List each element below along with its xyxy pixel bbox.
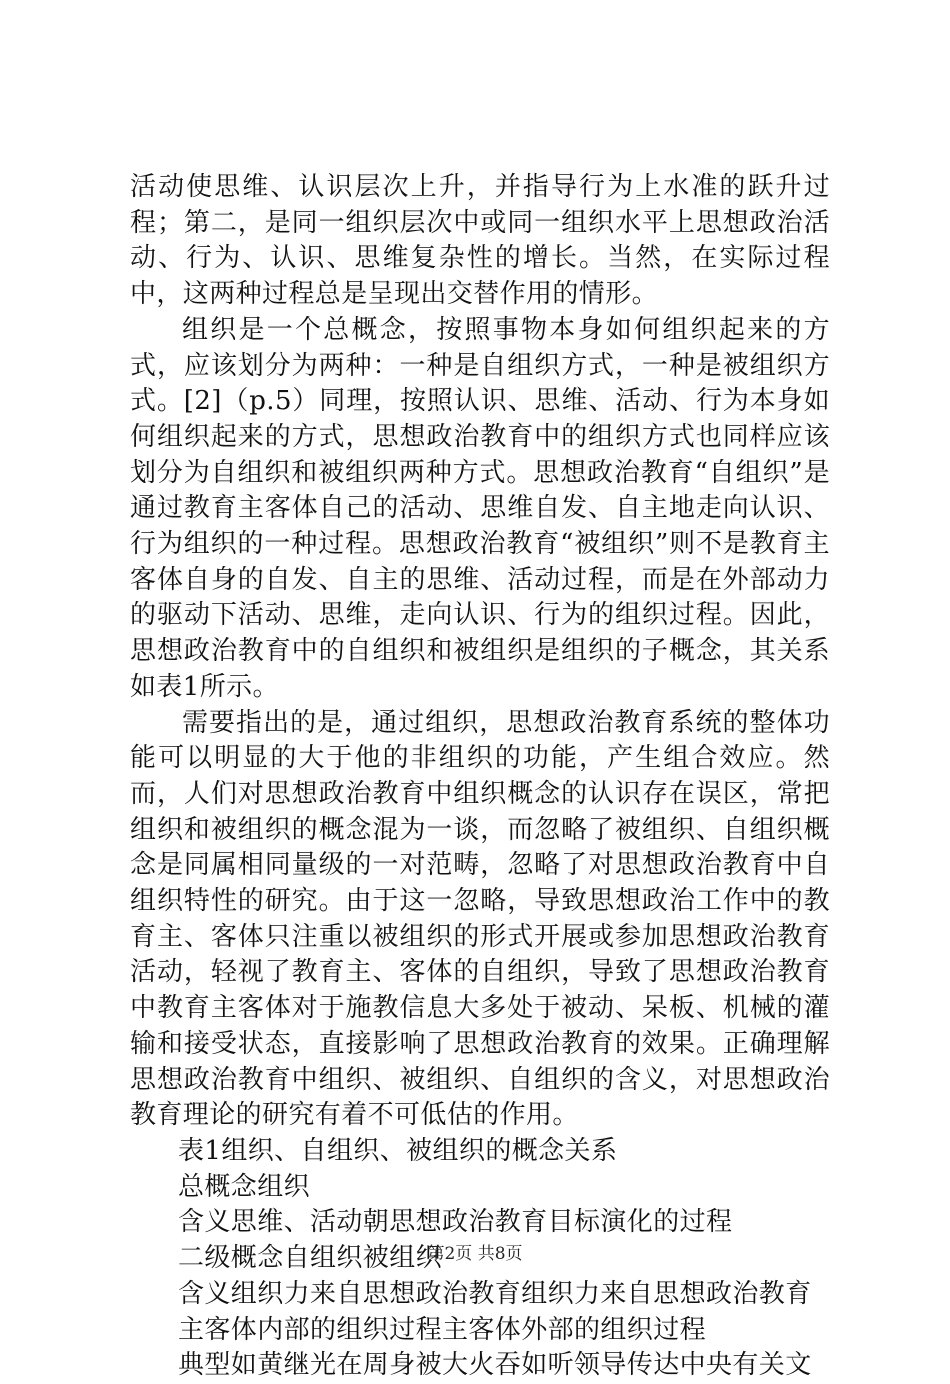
table-row-typical-example: 典型如黄继光在周身被大火吞如听领导传达中央有关文 [178,1350,812,1381]
document-body [130,170,830,1384]
paragraph-misconception: 需要指出的是，通过组织，思想政治教育系统的整体功能可以明显的大于他的非组织的功能，产生组合效应。然而，人们对思想政治教育中组织概念的认识存在误区，常把组织和被组织的概念混为一谈，而忽略了被组织、自组织概念是同属相同量级的一对范畴，忽略了对思想政治教育中自组织特性的研究。由于这一忽略，导致思想政治工作中的教育主、客体只注重以被组织的形式开展或参加思想政治教育活动，轻视了教育主、客体的自组织，导致了思想政治教育中教育主客体对于施教信息大多处于被动、呆板、机械的灌输和接受状态，直接影响了思想政治教育的效果。正确理解思想政治教育中组织、被组织、自组织的含义，对思想政治教育理论的研究有着不可低估的作用。 [130,707,830,1131]
paragraph-organization-concept: 组织是一个总概念，按照事物本身如何组织起来的方式，应该划分为两种：一种是自组织方式，一种是被组织方式。[2]（p.5）同理，按照认识、思维、活动、行为本身如何组织起来的方式，思想政治教育中的组织方式也同样应该划分为自组织和被组织两种方式。思想政治教育“自组织”是通过教育主客体自己的活动、思维自发、自主地走向认识、行为组织的一种过程。思想政治教育“被组织”则不是教育主客体自身的自发、自主的思维、活动过程，而是在外部动力的驱动下活动、思维，走向认识、行为的组织过程。因此，思想政治教育中的自组织和被组织是组织的子概念，其关系如表1所示。 [130,314,830,702]
paragraph-continuation: 活动使思维、认识层次上升，并指导行为上水准的跃升过程；第二，是同一组织层次中或同一组织水平上思想政治活动、行为、认识、思维复杂性的增长。当然，在实际过程中，这两种过程总是呈现出交替作用的情形。 [130,172,830,310]
table-row-secondary-concept: 二级概念自组织被组织 [178,1243,443,1274]
page-number-footer: 第2页 共8页 [427,1244,523,1264]
table-caption: 表1组织、自组织、被组织的概念关系 [178,1135,618,1166]
table-row-meaning: 含义思维、活动朝思想政治教育目标演化的过程 [178,1207,733,1238]
table-row-general-concept: 总概念组织 [178,1171,311,1202]
table-row-meaning-sub-cont: 主客体内部的组织过程主客体外部的组织过程 [178,1314,707,1345]
table-row-meaning-sub: 含义组织力来自思想政治教育组织力来自思想政治教育 [178,1278,812,1309]
